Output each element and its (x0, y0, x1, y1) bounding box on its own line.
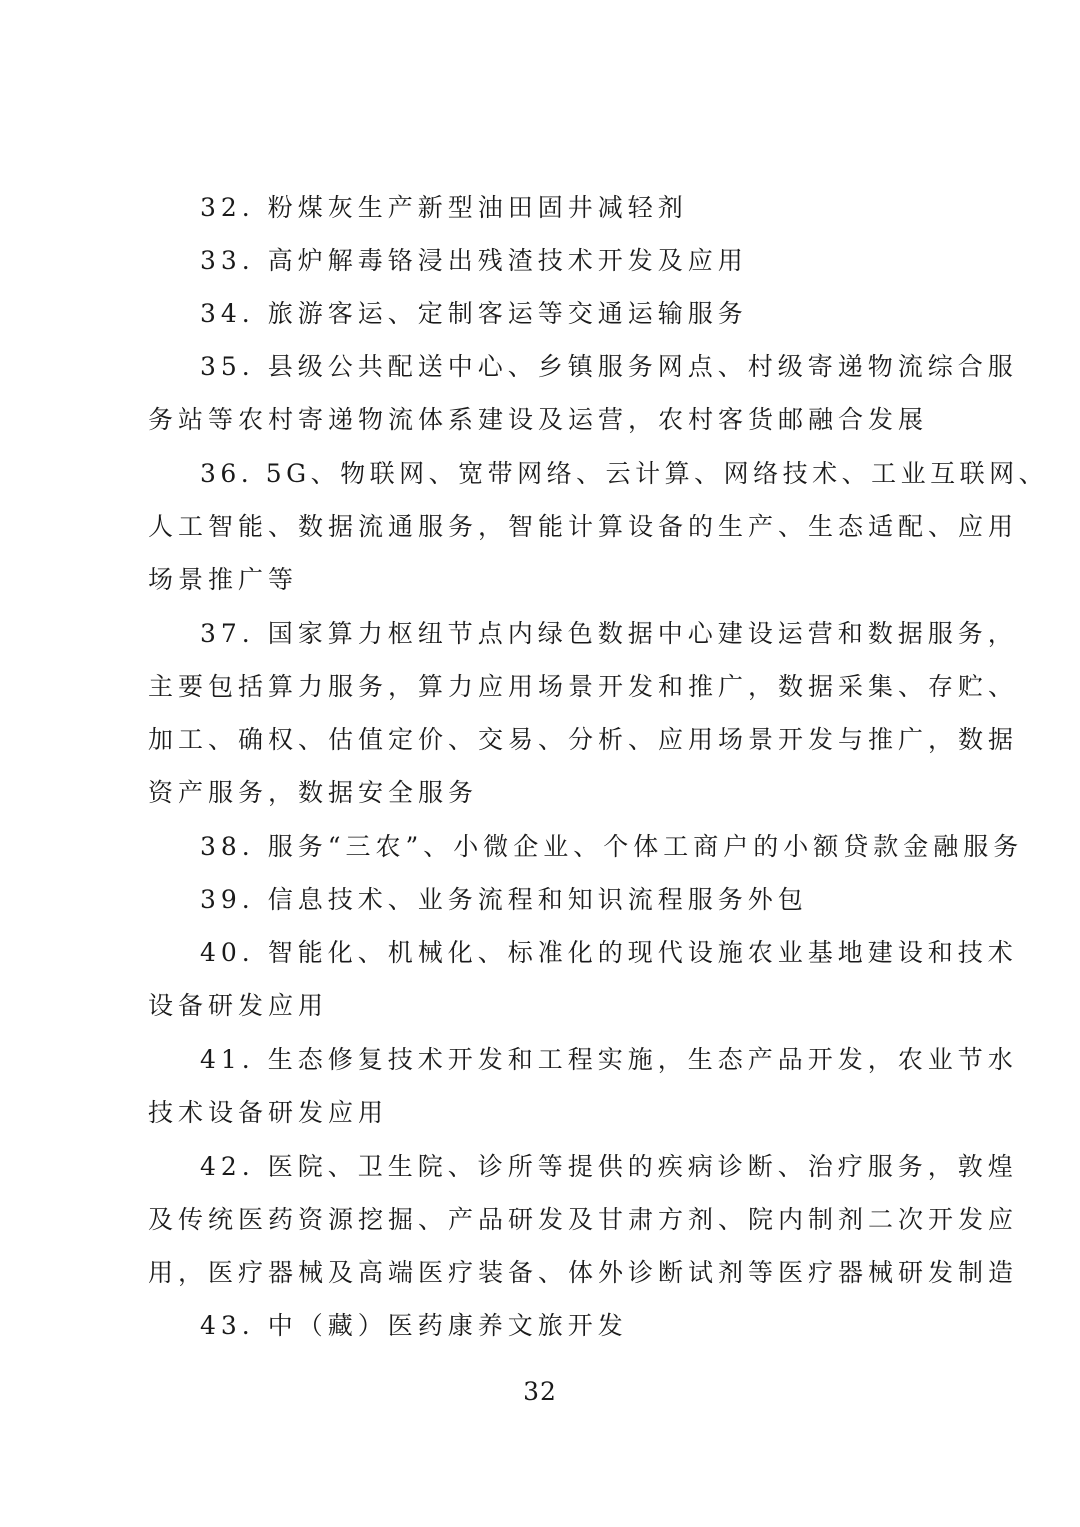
item-38: 38. 服务“三农”、小微企业、个体工商户的小额贷款金融服务 (200, 832, 1024, 861)
item-37-line-3: 加工、确权、估值定价、交易、分析、应用场景开发与推广，数据 (148, 725, 1019, 754)
item-32: 32. 粉煤灰生产新型油田固井减轻剂 (200, 193, 688, 222)
item-39: 39. 信息技术、业务流程和知识流程服务外包 (200, 885, 808, 914)
item-37-line-4: 资产服务，数据安全服务 (148, 778, 479, 807)
item-42-line-1: 42. 医院、卫生院、诊所等提供的疾病诊断、治疗服务，敦煌 (200, 1152, 1018, 1181)
item-40-line-1: 40. 智能化、机械化、标准化的现代设施农业基地建设和技术 (200, 938, 1018, 967)
item-33: 33. 高炉解毒铬浸出残渣技术开发及应用 (200, 246, 748, 275)
item-42-line-2: 及传统医药资源挖掘、产品研发及甘肃方剂、院内制剂二次开发应 (148, 1205, 1019, 1234)
item-35-line-1: 35. 县级公共配送中心、乡镇服务网点、村级寄递物流综合服 (200, 352, 1018, 381)
item-42-line-3: 用，医疗器械及高端医疗装备、体外诊断试剂等医疗器械研发制造 (148, 1258, 1019, 1287)
item-40-line-2: 设备研发应用 (148, 991, 329, 1020)
item-36-line-2: 人工智能、数据流通服务，智能计算设备的生产、生态适配、应用 (148, 512, 1019, 541)
item-34: 34. 旅游客运、定制客运等交通运输服务 (200, 299, 748, 328)
item-41-line-1: 41. 生态修复技术开发和工程实施，生态产品开发，农业节水 (200, 1045, 1018, 1074)
item-37-line-1: 37. 国家算力枢纽节点内绿色数据中心建设运营和数据服务， (200, 619, 1018, 648)
item-41-line-2: 技术设备研发应用 (148, 1098, 389, 1127)
item-43: 43. 中（藏）医药康养文旅开发 (200, 1311, 628, 1340)
item-37-line-2: 主要包括算力服务，算力应用场景开发和推广，数据采集、存贮、 (148, 672, 1019, 701)
item-36-line-1: 36. 5G、物联网、宽带网络、云计算、网络技术、工业互联网、 (200, 459, 1049, 488)
page-number: 32 (523, 1377, 557, 1406)
item-35-line-2: 务站等农村寄递物流体系建设及运营，农村客货邮融合发展 (148, 405, 929, 434)
item-36-line-3: 场景推广等 (148, 565, 299, 594)
